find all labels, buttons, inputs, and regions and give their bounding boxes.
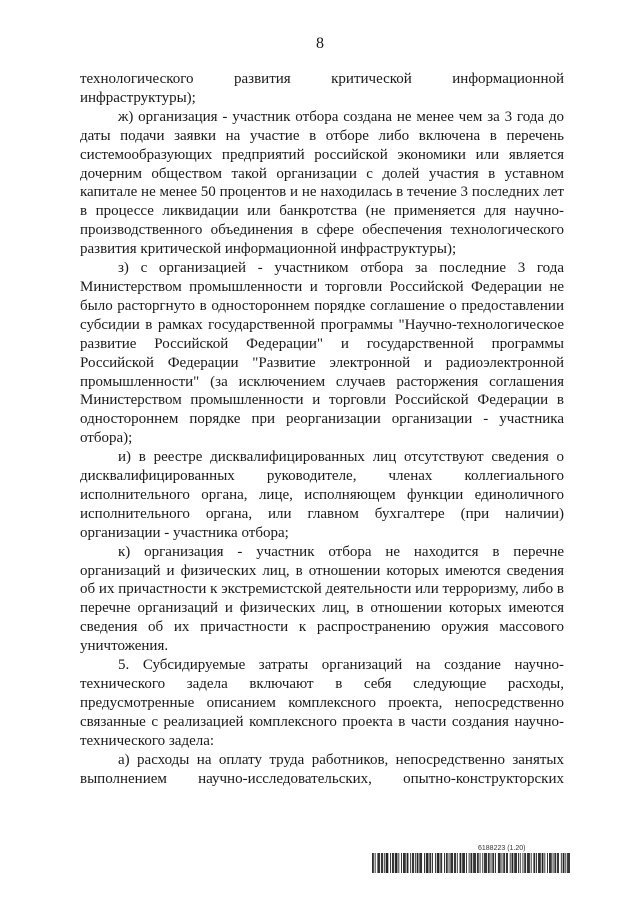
barcode-bar (471, 853, 472, 873)
barcode-bar (397, 853, 398, 873)
barcode-bar (457, 853, 458, 873)
barcode-bar (492, 853, 493, 873)
barcode-bar (426, 853, 427, 873)
document-body (80, 70, 564, 788)
document-code: 6188223 (1.20) (478, 845, 526, 852)
barcode-bar (403, 853, 404, 873)
barcode-bar (518, 853, 519, 873)
barcode-bar (384, 853, 385, 873)
barcode-bar (549, 853, 550, 873)
barcode-bar (563, 853, 564, 873)
barcode-bar (387, 853, 388, 873)
barcode-bar (543, 853, 544, 873)
page-number: 8 (316, 35, 324, 52)
barcode-bar (569, 853, 570, 873)
barcode-bar (527, 853, 528, 873)
barcode-bar (502, 853, 503, 873)
paragraph-item-z: з) с организацией - участником отбора за последние 3 года Министерством промышленности и торговли Российской Федерации не было расторгнуто в одностороннем порядке соглашение о предоставлении субсидии в рамках государственной программы "Научно-технологическое развитие Российской Федерации" и государственной программы Российской Федерации "Развитие электронной и радиоэлектронной промышленности" (за исключением случаев расторжения соглашения Министерством промышленности и торговли Российской Федерации в одностороннем порядке при реорганизации организации - участника отбора); (80, 260, 564, 447)
barcode-bar (462, 853, 463, 873)
barcode-bar (408, 853, 409, 873)
barcode-bar (382, 853, 383, 873)
barcode-bar (499, 853, 500, 873)
barcode-bar (485, 853, 486, 873)
barcode-bar (540, 853, 541, 873)
barcode-bar (398, 853, 399, 873)
barcode-bar (504, 853, 505, 873)
barcode-bar (482, 853, 483, 873)
barcode-bar (388, 853, 389, 873)
barcode-bar (565, 853, 566, 873)
barcode-bar (506, 853, 507, 873)
barcode-bar (378, 853, 379, 873)
barcode-bar (528, 853, 529, 873)
barcode-bar (419, 853, 420, 873)
barcode-bar (415, 853, 416, 873)
barcode-bar (493, 853, 494, 873)
barcode-bar (424, 853, 425, 873)
barcode-bar (439, 853, 440, 873)
barcode-bar (542, 853, 543, 873)
barcode-bar (500, 853, 501, 873)
paragraph-item-k: к) организация - участник отбора не находится в перечне организаций и физических лиц, в отношении которых имеются сведения об их причастности к экстремистской деятельности или терроризму, либо в перечне организаций и физических лиц, в отношении которых имеются сведения об их причастности к распространению оружия массового уничтожения. (80, 543, 564, 655)
barcode-bar (554, 853, 555, 873)
barcode-bar (538, 853, 539, 873)
barcode-bar (396, 853, 397, 873)
barcode-bar (477, 853, 478, 873)
barcode-bar (536, 853, 537, 873)
barcode-bar (520, 853, 521, 873)
barcode-bar (444, 853, 445, 873)
barcode-bar (405, 853, 406, 873)
barcode-bar (421, 853, 422, 873)
barcode-bar (551, 853, 552, 873)
barcode-bar (454, 853, 455, 873)
barcode-bar (461, 853, 462, 873)
barcode-bar (463, 853, 464, 873)
barcode-bar (516, 853, 517, 873)
paragraph-item-zh: ж) организация - участник отбора создана не менее чем за 3 года до даты подачи заявки на участие в отборе либо включена в перечень системообразующих предприятий российской экономики или является дочерним обществом такой организации с долей участия в уставном капитале не менее 50 процентов и не находилась в течение 3 последних лет в процессе ликвидации или банкротства (не применяется для научно-производственного объединения в сфере обеспечения технологического развития критической информационной инфраструктуры); (80, 108, 564, 258)
barcode-bar (410, 853, 411, 873)
barcode-bar (544, 853, 545, 873)
barcode-bar (435, 853, 436, 873)
barcode-bar (464, 853, 465, 873)
barcode-bar (561, 853, 562, 873)
paragraph-continuation: технологического развития критической информационной инфраструктуры); (80, 71, 564, 106)
barcode-bar (451, 853, 452, 873)
barcode-bar (539, 853, 540, 873)
barcode-bar (430, 853, 431, 873)
barcode-bar (373, 853, 374, 873)
barcode-bar (450, 853, 451, 873)
barcode-bar (466, 853, 467, 873)
barcode-bar (488, 853, 489, 873)
barcode-bar (515, 853, 516, 873)
barcode-bar (446, 853, 447, 873)
barcode-bar (534, 853, 535, 873)
barcode-bar (420, 853, 421, 873)
barcode-bar (395, 853, 396, 873)
barcode-bar (529, 853, 530, 873)
barcode-bar (469, 853, 470, 873)
barcode-bar (429, 853, 430, 873)
barcode-bar (413, 853, 414, 873)
barcode-bar (507, 853, 508, 873)
barcode-bar (441, 853, 442, 873)
barcode-bar (460, 853, 461, 873)
barcode-bar (525, 853, 526, 873)
barcode-bar (513, 853, 514, 873)
barcode-bar (404, 853, 405, 873)
barcode-bar (381, 853, 382, 873)
barcode-bar (550, 853, 551, 873)
barcode-bar (558, 853, 559, 873)
barcode-bar (534, 853, 535, 873)
barcode-bar (437, 853, 438, 873)
barcode-bar (440, 853, 441, 873)
barcode-bar (417, 853, 418, 873)
barcode-bar (524, 853, 525, 873)
barcode-bar (523, 853, 524, 873)
barcode-bar (447, 853, 448, 873)
barcode-bar (401, 853, 402, 873)
barcode-bar (474, 853, 475, 873)
barcode-bar (390, 853, 391, 873)
barcode-bar (564, 853, 565, 873)
barcode-bar (455, 853, 456, 873)
barcode-bar (438, 853, 439, 873)
barcode-bar (555, 853, 556, 873)
barcode-bar (427, 853, 428, 873)
paragraph-item-i: и) в реестре дисквалифицированных лиц отсутствуют сведения о дисквалифицированных руководителе, членах коллегиального исполнительного органа, лице, исполняющем функции единоличного исполнительного органа, или главном бухгалтере (при наличии) организации - участника отбора; (80, 449, 564, 541)
barcode-bar (392, 853, 393, 873)
barcode-bar (498, 853, 499, 873)
barcode-bar (567, 853, 568, 873)
barcode-bar (547, 853, 548, 873)
barcode-bar (375, 853, 376, 873)
barcode (372, 853, 570, 873)
barcode-bar (491, 853, 492, 873)
paragraph-section-5: 5. Субсидируемые затраты организаций на создание научно-технического задела включают в себя следующие расходы, предусмотренные описанием комплексного проекта, непосредственно связанные с реализацией комплексного проекта в части создания научно-технического задела: (80, 657, 564, 749)
barcode-bar (428, 853, 429, 873)
barcode-bar (510, 853, 511, 873)
barcode-bar (475, 853, 476, 873)
barcode-bar (412, 853, 413, 873)
barcode-bar (553, 853, 554, 873)
barcode-bar (407, 853, 408, 873)
barcode-bar (512, 853, 513, 873)
barcode-bar (568, 853, 569, 873)
barcode-bar (480, 853, 481, 873)
barcode-bar (372, 853, 373, 873)
barcode-bar (418, 853, 419, 873)
paragraph-item-a: а) расходы на оплату труда работников, непосредственно занятых выполнением научно-исследовательских, опытно-конструкторских (80, 751, 564, 787)
barcode-bar (489, 853, 490, 873)
barcode-bar (377, 853, 378, 873)
barcode-bar (478, 853, 479, 873)
barcode-bar (486, 853, 487, 873)
barcode-bar (495, 853, 496, 873)
barcode-bar (471, 853, 472, 873)
barcode-bar (514, 853, 515, 873)
barcode-bar (557, 853, 558, 873)
barcode-bar (386, 853, 387, 873)
barcode-bar (452, 853, 453, 873)
barcode-bar (473, 853, 474, 873)
barcode-bar (393, 853, 394, 873)
barcode-bar (449, 853, 450, 873)
barcode-bar (379, 853, 380, 873)
barcode-bar (503, 853, 504, 873)
barcode-bar (432, 853, 433, 873)
barcode-bar (531, 853, 532, 873)
barcode-bar (484, 853, 485, 873)
